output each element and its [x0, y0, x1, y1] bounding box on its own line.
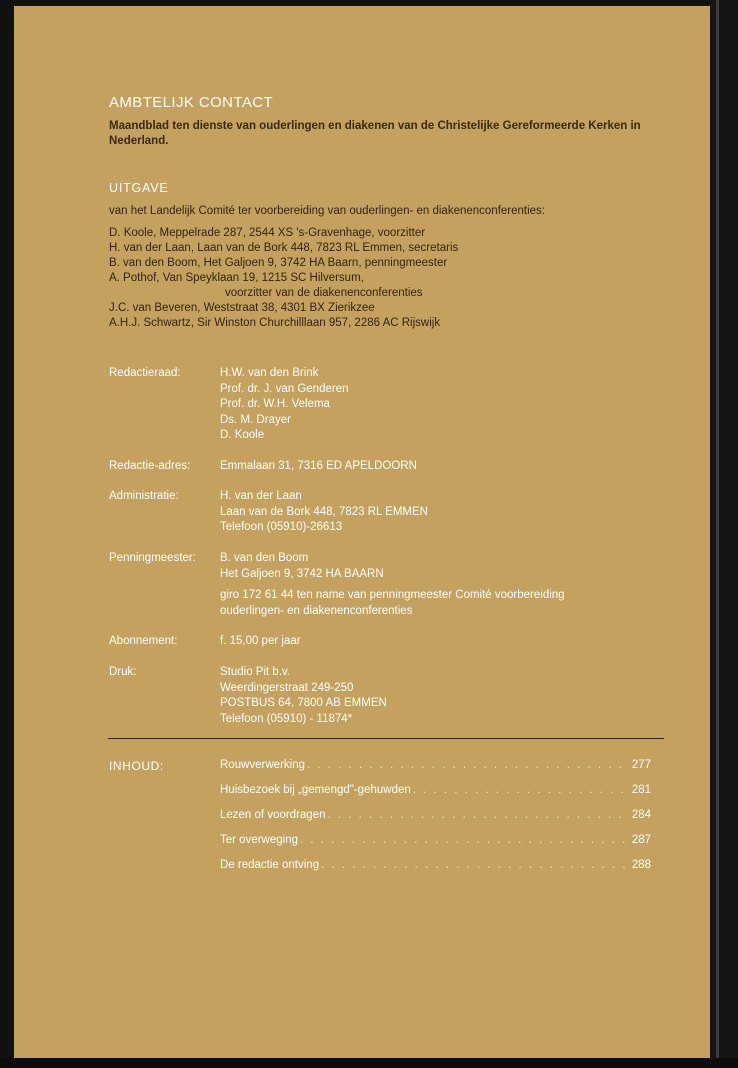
committee-line: A.H.J. Schwartz, Sir Winston Churchilllaan 957, 2286 AC Rijswijk [109, 317, 441, 329]
toc-page: 281 [631, 784, 651, 796]
toc-page: 287 [631, 834, 651, 846]
uitgave-heading: UITGAVE [109, 181, 169, 195]
druk-label: Druk: [109, 666, 137, 678]
toc-page: 284 [631, 809, 651, 821]
toc-page: 277 [631, 759, 651, 771]
penningmeester-label: Penningmeester: [109, 552, 196, 564]
member: D. Koole [220, 429, 265, 441]
redactieraad-label: Redactieraad: [109, 367, 181, 379]
administratie-line: H. van der Laan [220, 490, 302, 502]
giro-line: ouderlingen- en diakenenconferenties [220, 604, 413, 617]
inhoud-label: INHOUD: [109, 759, 164, 773]
penningmeester-line: B. van den Boom [220, 552, 309, 564]
toc-title: Lezen of voordragen [220, 809, 326, 821]
administratie-value [220, 489, 428, 536]
abonnement-label: Abonnement: [109, 635, 178, 647]
scan-edge [710, 0, 738, 1068]
toc-leader [413, 784, 630, 796]
toc-title: Huisbezoek bij „gemengd"-gehuwden [220, 784, 411, 796]
abonnement-value: f. 15,00 per jaar [220, 635, 301, 647]
administratie-line: Telefoon (05910)-26613 [220, 521, 343, 533]
penningmeester-line: Het Galjoen 9, 3742 HA BAARN [220, 567, 384, 580]
toc-entry [220, 859, 651, 871]
member: Prof. dr. J. van Genderen [220, 382, 349, 395]
penningmeester-value [220, 551, 565, 619]
administratie-label: Administratie: [109, 490, 179, 502]
toc-title: Rouwverwerking [220, 759, 306, 771]
divider [108, 738, 664, 739]
redactie-adres-label: Redactie-adres: [109, 460, 191, 472]
committee-line: D. Koole, Meppelrade 287, 2544 XS 's-Gravenhage, voorzitter [109, 227, 426, 239]
toc-entry [220, 784, 651, 796]
druk-line: Telefoon (05910) - 11874* [220, 712, 353, 725]
magazine-subtitle: Maandblad ten dienste van ouderlingen en diakenen van de Christelijke Gereformeerde Kerken in Nederland. [109, 120, 641, 147]
giro-line: giro 172 61 44 ten name van penningmeester Comité voorbereiding [220, 589, 565, 601]
druk-line: POSTBUS 64, 7800 AB EMMEN [220, 697, 387, 709]
redactie-adres-value: Emmalaan 31, 7316 ED APELDOORN [220, 460, 417, 472]
administratie-line: Laan van de Bork 448, 7823 RL EMMEN [220, 505, 428, 518]
toc-leader [300, 834, 630, 846]
scan-bottom-edge [0, 1058, 738, 1068]
committee-line: voorzitter van de diakenenconferenties [225, 287, 423, 299]
committee-line: A. Pothof, Van Speyklaan 19, 1215 SC Hilversum, [109, 272, 364, 284]
magazine-title: AMBTELIJK CONTACT [109, 94, 274, 111]
committee-line: B. van den Boom, Het Galjoen 9, 3742 HA Baarn, penningmeester [109, 257, 448, 269]
uitgave-intro: van het Landelijk Comité ter voorbereiding van ouderlingen- en diakenenconferenties: [109, 205, 546, 217]
toc-leader [328, 809, 630, 821]
druk-line: Studio Pit b.v. [220, 666, 291, 678]
member: H.W. van den Brink [220, 367, 319, 379]
toc-entry [220, 834, 651, 846]
document-page [14, 6, 710, 1058]
committee-line: J.C. van Beveren, Weststraat 38, 4301 BX Zierikzee [109, 302, 375, 314]
toc-page: 288 [631, 859, 651, 871]
committee-line: H. van der Laan, Laan van de Bork 448, 7823 RL Emmen, secretaris [109, 242, 459, 254]
member: Ds. M. Drayer [220, 413, 291, 426]
toc-title: Ter overweging [220, 834, 298, 846]
druk-value [220, 665, 387, 727]
redactieraad-members [220, 366, 349, 444]
member: Prof. dr. W.H. Velema [220, 398, 330, 410]
toc-entry [220, 809, 651, 821]
toc-title: De redactie ontving [220, 859, 320, 871]
druk-line: Weerdingerstraat 249-250 [220, 681, 354, 694]
committee-list [109, 226, 458, 331]
toc-leader [321, 859, 630, 871]
toc-leader [307, 759, 630, 771]
toc-entry [220, 759, 651, 771]
